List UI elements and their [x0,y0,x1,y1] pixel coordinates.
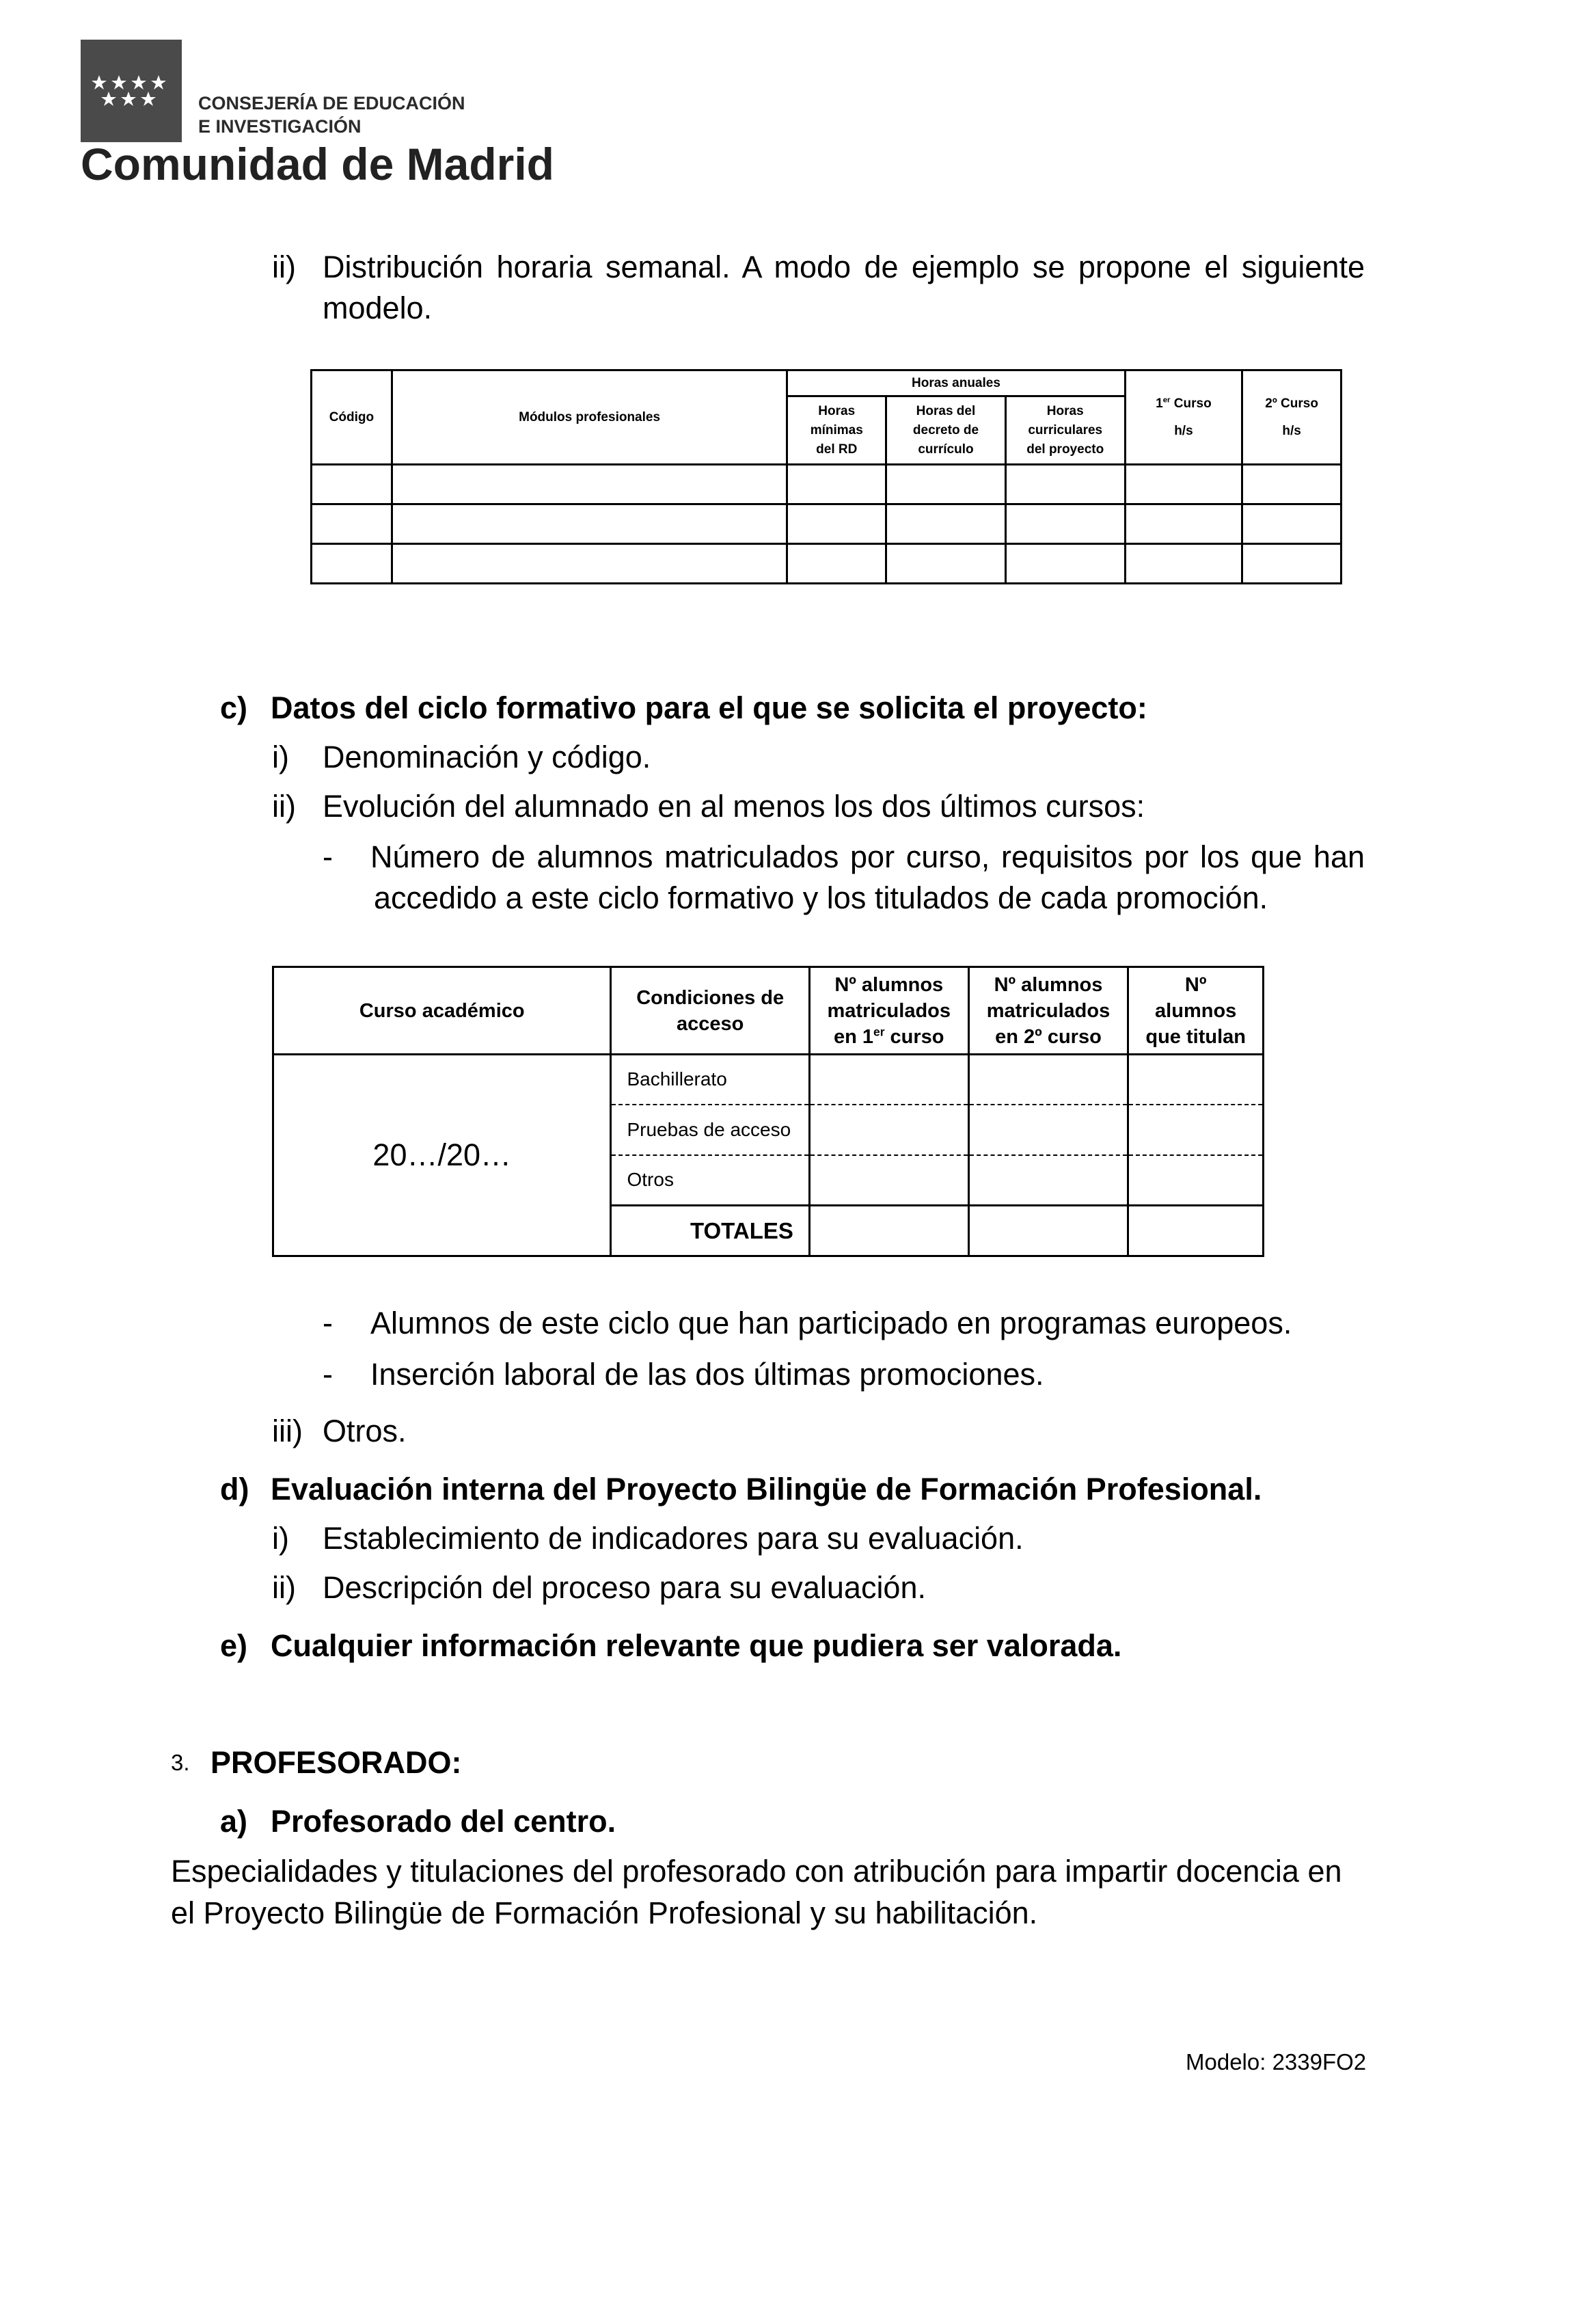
table-cell[interactable] [392,504,787,544]
para-line2: el Proyecto Bilingüe de Formación Profesional y su habilitación. [171,1895,1038,1930]
weekly-hours-table [310,369,1342,584]
table-cell[interactable] [1125,465,1242,504]
item-ii-line2: modelo. [323,290,433,325]
section-e-title: Cualquier información relevante que pudiera ser valorada. [271,1628,1122,1663]
table-cell[interactable] [809,1105,968,1155]
table-row [273,1055,1264,1105]
table-cell[interactable] [886,504,1006,544]
c-ii-marker: ii) [272,789,296,824]
table-row [312,465,1341,504]
table-cell[interactable] [787,504,886,544]
section-d-marker: d) [220,1472,249,1506]
table-cell[interactable] [968,1155,1128,1206]
stars-icon [81,40,182,142]
c-iii-marker: iii) [272,1414,303,1448]
table-cell[interactable] [809,1055,968,1105]
section-3-title: PROFESORADO: [210,1745,462,1780]
table-cell[interactable] [1242,504,1341,544]
curso2-header: 2º Curso h/s [1242,370,1341,465]
dash-marker: - [323,1357,333,1392]
bullet1-line2: accedido a este ciclo formativo y los titulados de cada promoción. [374,880,1268,915]
table-cell[interactable] [1128,1155,1264,1206]
d-ii-text: Descripción del proceso para su evaluación. [323,1570,926,1605]
horas-decreto-header: Horas del decreto de currículo [886,396,1006,465]
table-cell[interactable] [1242,465,1341,504]
section-c-title: Datos del ciclo formativo para el que se solicita el proyecto: [271,690,1147,725]
condiciones-header: Condiciones de acceso [611,967,809,1055]
horas-anuales-header: Horas anuales [787,370,1125,396]
c-iii-text: Otros. [323,1414,407,1448]
table-cell[interactable] [312,544,392,584]
table-cell[interactable] [787,544,886,584]
c-ii-text: Evolución del alumnado en al menos los dos últimos cursos: [323,789,1145,824]
table-cell[interactable] [392,544,787,584]
section-d-title: Evaluación interna del Proyecto Bilingüe de Formación Profesional. [271,1472,1262,1506]
table-cell[interactable] [1005,504,1125,544]
section-c-marker: c) [220,690,248,725]
modulos-header: Módulos profesionales [392,370,787,465]
titulan-header: Nº alumnos que titulan [1128,967,1264,1055]
matric1-header: Nº alumnos matriculados en 1er curso [809,967,968,1055]
c-i-marker: i) [272,740,289,774]
row-pruebas: Pruebas de acceso [611,1105,809,1155]
table-cell[interactable] [1242,544,1341,584]
horas-minimas-header: Horas mínimas del RD [787,396,886,465]
table-cell[interactable] [809,1155,968,1206]
table-cell[interactable] [1128,1055,1264,1105]
enrollment-table [272,966,1264,1257]
row-otros: Otros [611,1155,809,1206]
table-cell[interactable] [392,465,787,504]
table-cell[interactable] [1005,544,1125,584]
table-cell[interactable] [886,465,1006,504]
table-cell[interactable] [968,1105,1128,1155]
horas-curriculares-header: Horas curriculares del proyecto [1005,396,1125,465]
table-cell[interactable] [968,1055,1128,1105]
table-cell[interactable] [1125,504,1242,544]
table-cell[interactable] [886,544,1006,584]
region-title: Comunidad de Madrid [81,139,554,189]
year-cell: 20…/20… [273,1055,611,1256]
para-line1: Especialidades y titulaciones del profesorado con atribución para impartir docencia en [171,1854,1342,1889]
matric2-header: Nº alumnos matriculados en 2º curso [968,967,1128,1055]
table-cell[interactable] [1128,1206,1264,1256]
table-row [312,504,1341,544]
agency-line-2: E INVESTIGACIÓN [198,116,362,137]
d-i-marker: i) [272,1521,289,1556]
c-i-text: Denominación y código. [323,740,651,774]
table-cell[interactable] [1005,465,1125,504]
item-ii-marker: ii) [272,249,296,284]
footer-modelo: Modelo: 2339FO2 [1186,2049,1367,2075]
table-cell[interactable] [787,465,886,504]
item-ii-line1: Distribución horaria semanal. A modo de ejemplo se propone el siguiente [323,249,1365,284]
section-3a-title: Profesorado del centro. [271,1804,616,1839]
table-cell[interactable] [1125,544,1242,584]
section-e-marker: e) [220,1628,248,1663]
section-3a-marker: a) [220,1804,248,1839]
codigo-header: Código [312,370,392,465]
dash-marker: - [323,1306,333,1340]
d-ii-marker: ii) [272,1570,296,1605]
section-3-number: 3. [171,1750,190,1775]
dash-marker: - [323,839,333,874]
d-i-text: Establecimiento de indicadores para su evaluación. [323,1521,1024,1556]
table-cell[interactable] [312,504,392,544]
agency-line-1: CONSEJERÍA DE EDUCACIÓN [198,93,465,113]
table-cell[interactable] [1128,1105,1264,1155]
bullet3: Inserción laboral de las dos últimas promociones. [370,1357,1044,1392]
table-cell[interactable] [312,465,392,504]
bullet1-line1: Número de alumnos matriculados por curso, requisitos por los que han [370,839,1365,874]
totales-label: TOTALES [611,1206,809,1256]
curso-academico-header: Curso académico [273,967,611,1055]
madrid-logo [81,40,182,142]
agency-name [198,92,465,138]
table-cell[interactable] [968,1206,1128,1256]
row-bachillerato: Bachillerato [611,1055,809,1105]
bullet2: Alumnos de este ciclo que han participado en programas europeos. [370,1306,1292,1340]
curso1-header: 1er Curso h/s [1125,370,1242,465]
table-row [312,544,1341,584]
table-cell[interactable] [809,1206,968,1256]
